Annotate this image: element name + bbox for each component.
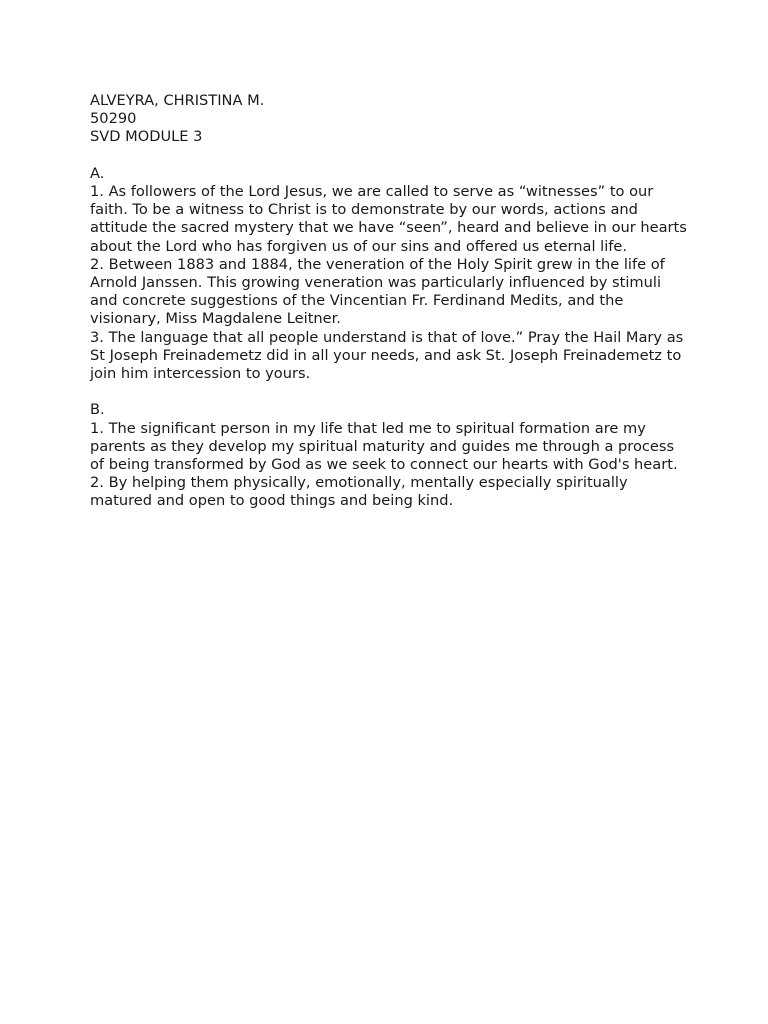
spacer bbox=[90, 147, 690, 165]
section-b-heading: B. bbox=[90, 401, 105, 419]
student-name: ALVEYRA, CHRISTINA M. bbox=[90, 92, 265, 109]
section-b-item-1: 1. The significant person in my life that led me to spiritual formation are my parents as they develop my spiritual maturity and guides me through a process of being transformed by God as we seek to connect our hearts with God's heart. bbox=[90, 419, 678, 474]
section-a-item-2: 2. Between 1883 and 1884, the veneration of the Holy Spirit grew in the life of Arnold Janssen. This growing veneration was particularly influenced by stimuli and concrete suggestions of the Vincentian Fr. Ferdinand Medits, and the visionary, Miss Magdalene Leitner. bbox=[90, 255, 665, 328]
section-a-item-1: 1. As followers of the Lord Jesus, we are called to serve as “witnesses” to our faith. To be a witness to Christ is to demonstrate by our words, actions and attitude the sacred mystery that we have “seen”, heard and believe in our hearts about the Lord who has forgiven us of our sins and offered us eternal life. bbox=[90, 183, 687, 255]
section-b-item-2: 2. By helping them physically, emotionally, mentally especially spiritually matured and open to good things and being kind. bbox=[90, 474, 628, 510]
section-a-heading: A. bbox=[90, 164, 105, 182]
section-a-item-3: 3. The language that all people understand is that of love.” Pray the Hail Mary as St Joseph Freinademetz did in all your needs, and ask St. Joseph Freinademetz to join him intercession to yours. bbox=[90, 328, 684, 383]
spacer bbox=[90, 383, 690, 401]
student-id: 50290 bbox=[90, 110, 137, 128]
document-body bbox=[90, 92, 690, 511]
module-title: SVD MODULE 3 bbox=[90, 128, 203, 146]
